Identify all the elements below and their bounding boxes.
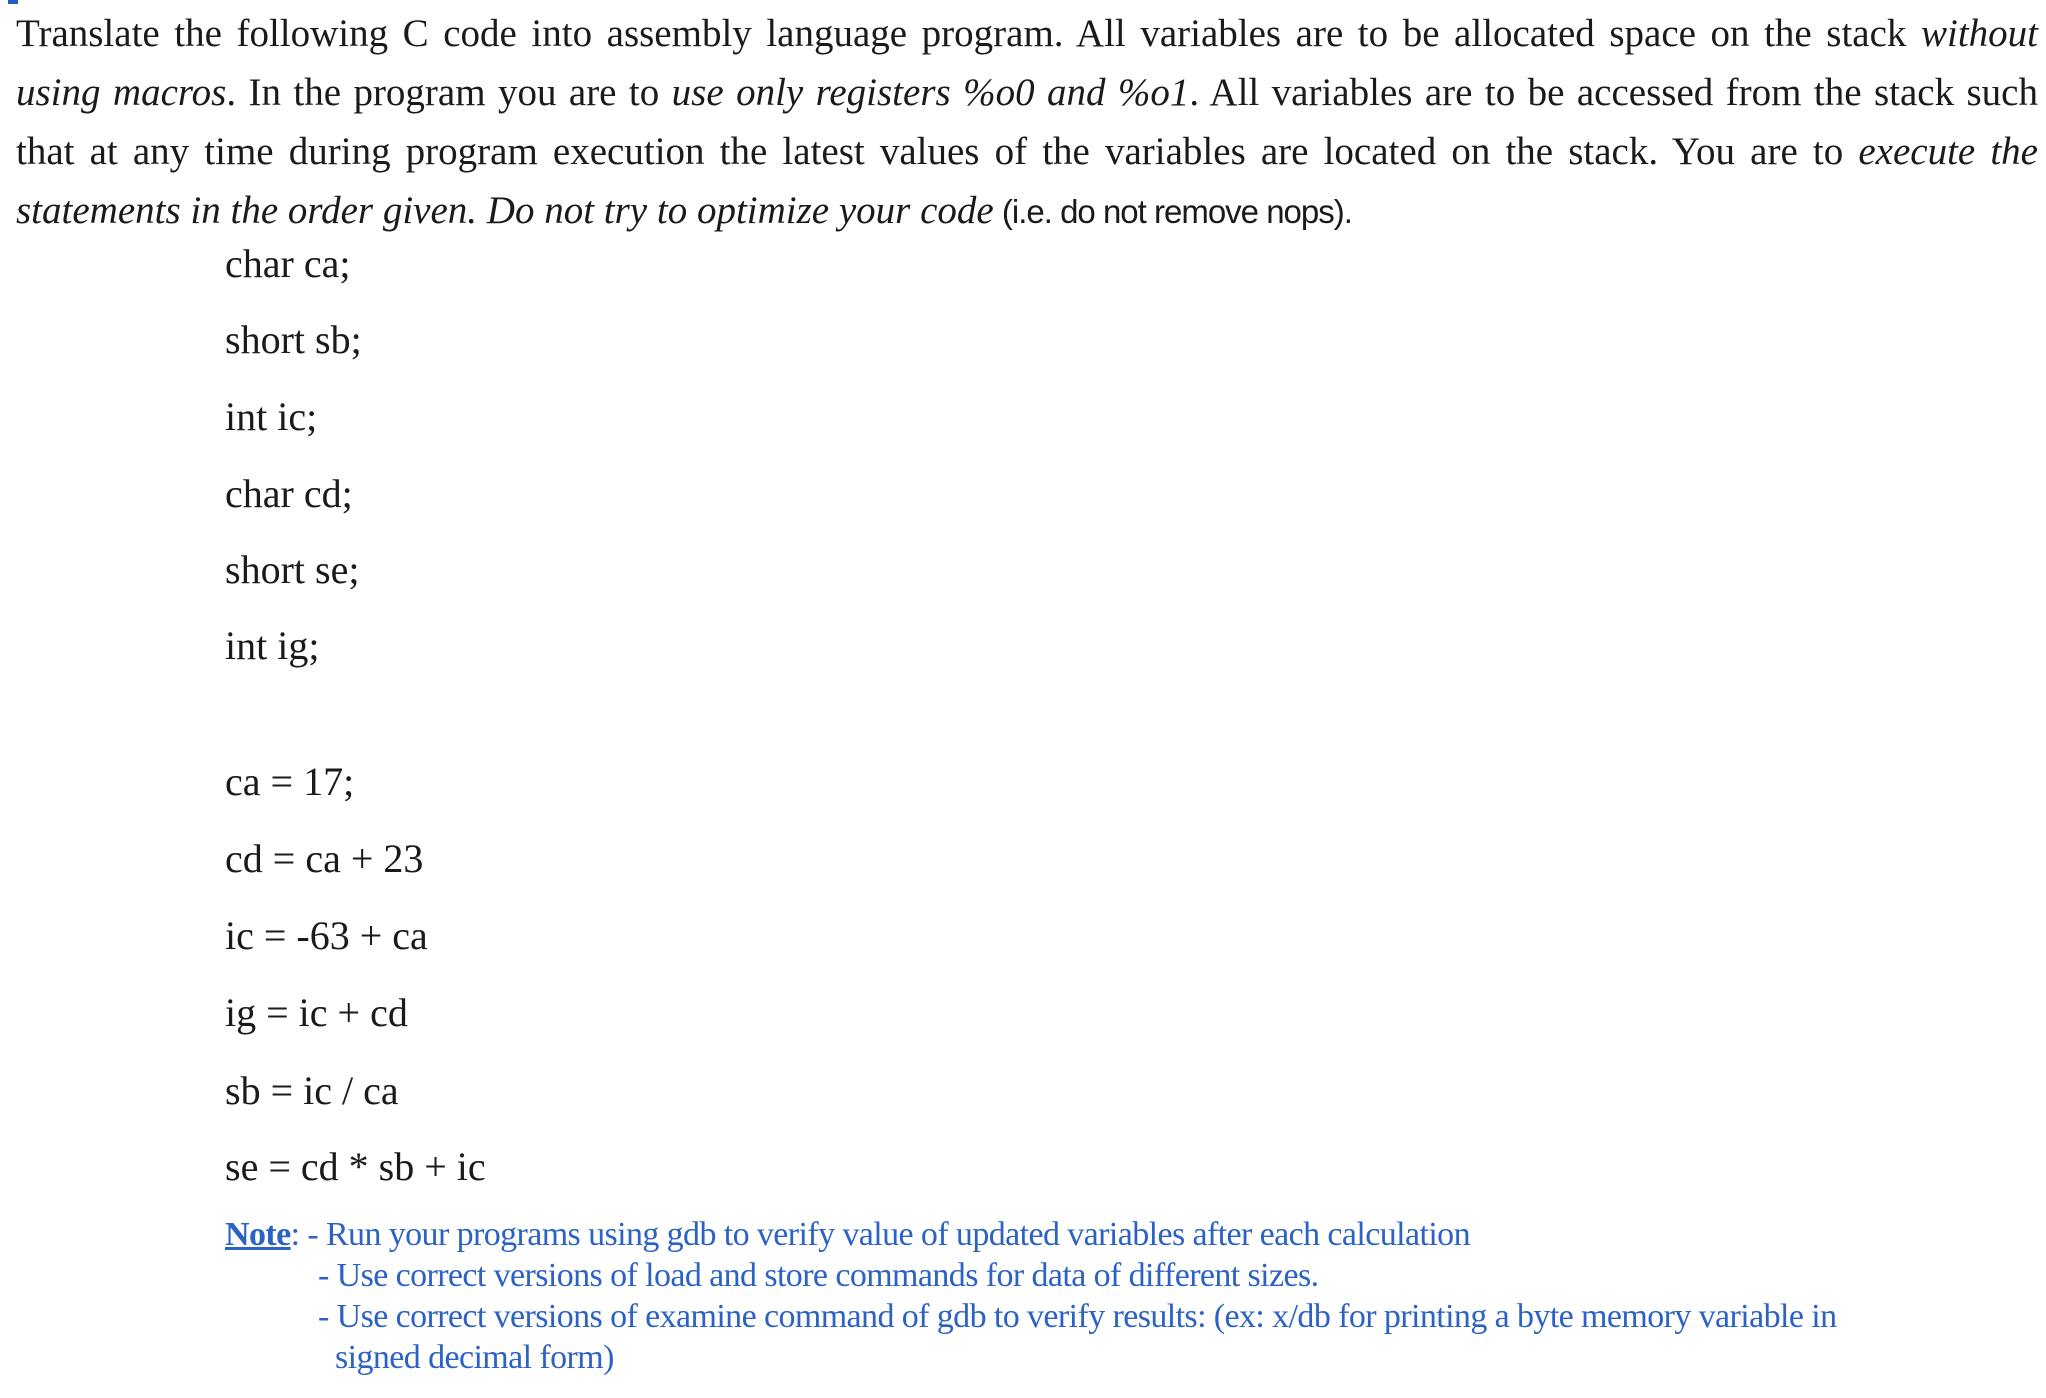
- note-line: - Use correct versions of examine command of gdb to verify results: (ex: x/db for printing a byte memory variable in: [318, 1298, 1837, 1335]
- note-label: Note: [225, 1216, 291, 1253]
- instructions-emphasis-registers: use only registers %o0 and %o1: [671, 71, 1190, 114]
- note-line: signed decimal form): [335, 1339, 614, 1376]
- instructions-emphasis-order: execute the statements in the order given. Do not try to optimize your code: [16, 130, 2038, 232]
- declaration-line: int ic;: [225, 394, 318, 439]
- statement-line: ig = ic + cd: [225, 990, 408, 1035]
- statement-line: sb = ic / ca: [225, 1068, 399, 1113]
- instructions-text-3: . All variables are to be accessed from the stack such that at any time during program execution the latest values of the variables are located on the stack. You are to: [16, 71, 2038, 173]
- instructions-emphasis-macros: without using macros: [16, 12, 2038, 114]
- statement-line: ic = -63 + ca: [225, 913, 428, 958]
- note-line: - Use correct versions of load and store commands for data of different sizes.: [318, 1257, 1319, 1294]
- declaration-line: char cd;: [225, 471, 353, 516]
- note-first-line: [225, 1214, 1470, 1255]
- instructions-text-4: (i.e. do not remove nops).: [993, 193, 1352, 230]
- declaration-line: short sb;: [225, 317, 362, 362]
- note-line: - Run your programs using gdb to verify value of updated variables after each calculation: [307, 1216, 1470, 1253]
- instructions-text-2: . In the program you are to: [226, 71, 672, 114]
- note-colon: :: [290, 1216, 300, 1253]
- instructions-text-1: Translate the following C code into assembly language program. All variables are to be allocated space on the stack: [16, 12, 1921, 55]
- statement-line: ca = 17;: [225, 759, 355, 804]
- statement-line: se = cd * sb + ic: [225, 1144, 486, 1189]
- declaration-line: char ca;: [225, 241, 351, 286]
- declaration-line: short se;: [225, 547, 360, 592]
- instructions-paragraph: [16, 4, 2038, 241]
- declaration-line: int ig;: [225, 623, 320, 668]
- statement-line: cd = ca + 23: [225, 836, 424, 881]
